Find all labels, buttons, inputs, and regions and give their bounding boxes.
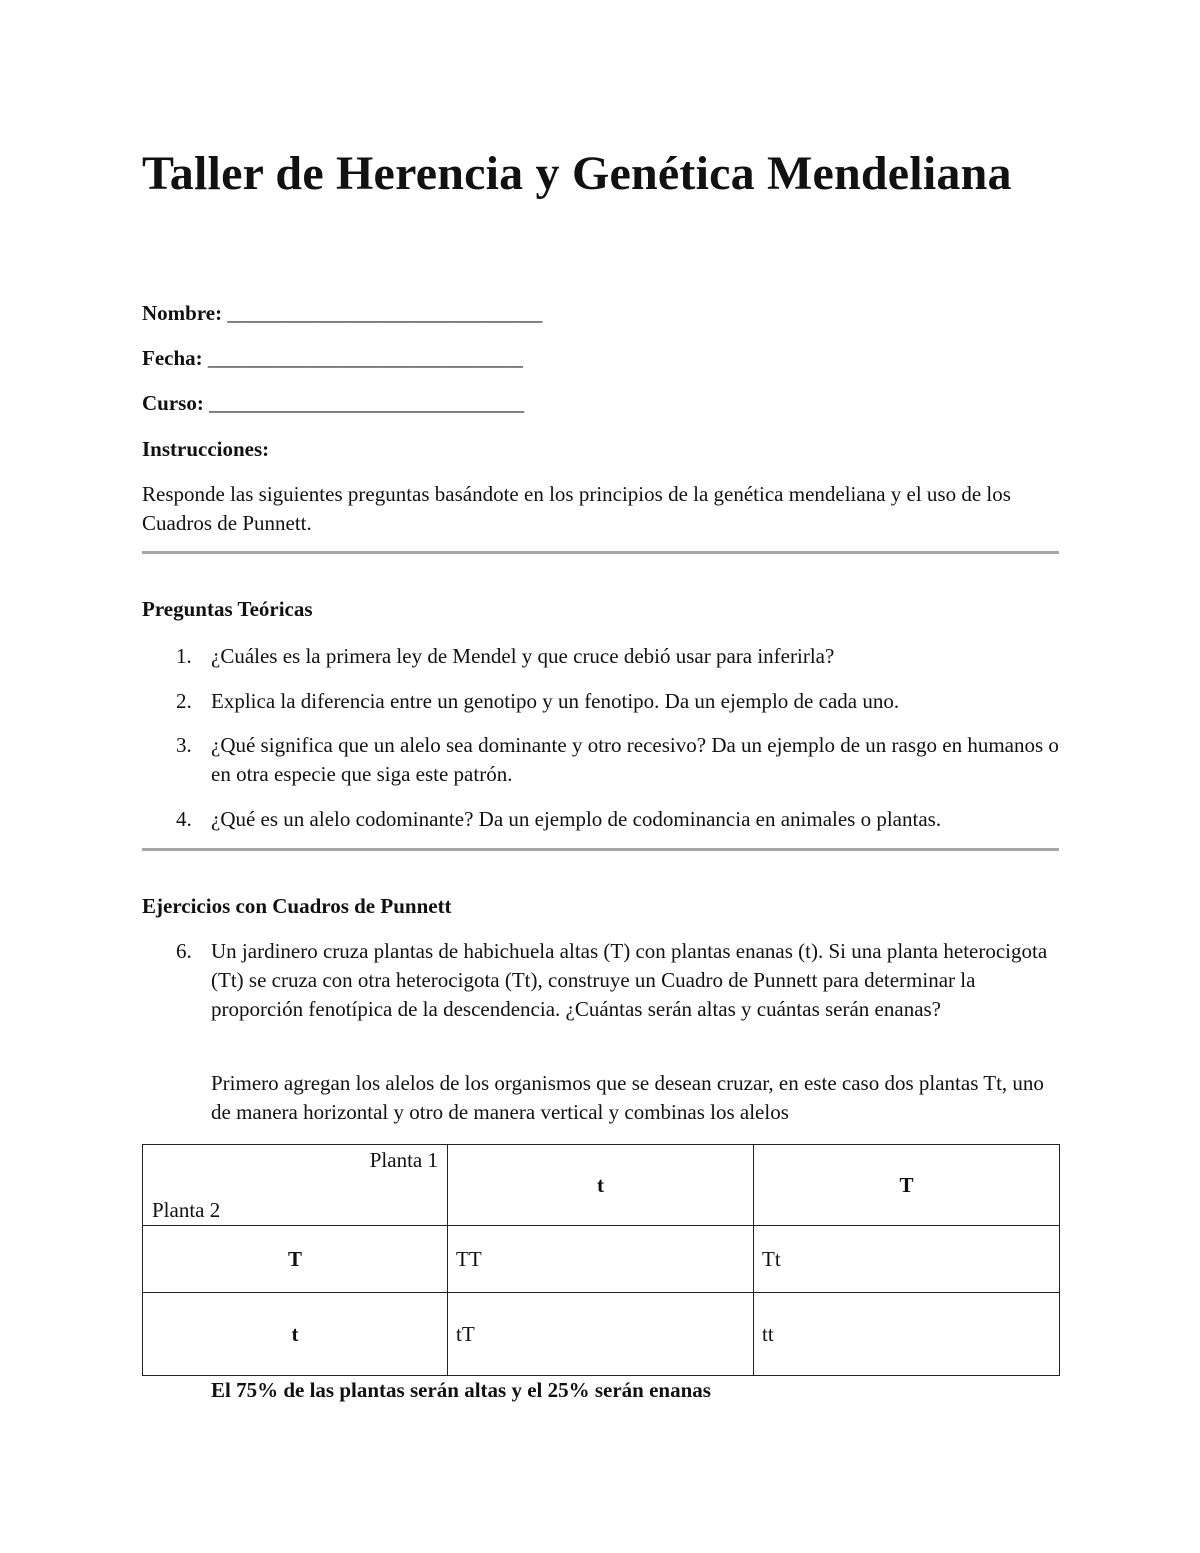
punnett-row-header: T — [143, 1226, 448, 1293]
punnett-square — [142, 1144, 1060, 1376]
date-blank: ______________________________ — [207, 346, 523, 370]
document-title: Taller de Herencia y Genética Mendeliana — [142, 147, 1012, 200]
punnett-cell: tT — [448, 1293, 754, 1376]
name-field — [142, 299, 542, 328]
course-blank: ______________________________ — [209, 391, 525, 415]
question-number: 6. — [176, 939, 192, 963]
plant-2-label: Planta 2 — [152, 1198, 221, 1222]
punnett-cell: tt — [754, 1293, 1060, 1376]
course-label: Curso: — [142, 391, 204, 415]
punnett-row — [143, 1226, 1060, 1293]
question-6 — [142, 937, 1062, 1024]
section-divider — [142, 848, 1059, 851]
explanation-text: Primero agregan los alelos de los organismos que se desean cruzar, en este caso dos plantas Tt, uno de manera horizontal y otro de manera vertical y combinas los alelos — [211, 1071, 1044, 1124]
plant-1-label: Planta 1 — [369, 1148, 438, 1172]
date-field — [142, 344, 523, 373]
name-blank: ______________________________ — [227, 301, 543, 325]
punnett-row-header: t — [143, 1293, 448, 1376]
question-number: 1. — [176, 644, 192, 668]
question-2 — [142, 687, 1062, 716]
punnett-cell: TT — [448, 1226, 754, 1293]
name-label: Nombre: — [142, 301, 223, 325]
course-field — [142, 389, 524, 418]
question-1 — [142, 642, 1062, 671]
punnett-heading: Ejercicios con Cuadros de Punnett — [142, 894, 452, 918]
punnett-header-row — [143, 1145, 1060, 1226]
date-label: Fecha: — [142, 346, 203, 370]
conclusion-text: El 75% de las plantas serán altas y el 25% serán enanas — [211, 1378, 711, 1402]
question-3 — [142, 731, 1062, 789]
question-number: 2. — [176, 689, 192, 713]
section-divider — [142, 551, 1059, 554]
punnett-cell: Tt — [754, 1226, 1060, 1293]
theory-heading: Preguntas Teóricas — [142, 597, 313, 621]
instructions-text: Responde las siguientes preguntas basándote en los principios de la genética mendeliana y el uso de los Cuadros de Punnett. — [142, 482, 1011, 535]
question-4 — [142, 805, 1062, 834]
question-text: Un jardinero cruza plantas de habichuela altas (T) con plantas enanas (t). Si una planta heterocigota (Tt) se cruza con otra heterocigota (Tt), construye un Cuadro de Punnett para determinar la proporción fenotípica de la descendencia. ¿Cuántas serán altas y cuántas serán enanas? — [211, 939, 1048, 1021]
question-text: ¿Qué significa que un alelo sea dominante y otro recesivo? Da un ejemplo de un rasgo en humanos o en otra especie que siga este patrón. — [211, 733, 1059, 786]
punnett-col-header: t — [448, 1145, 754, 1226]
question-text: ¿Qué es un alelo codominante? Da un ejemplo de codominancia en animales o plantas. — [211, 807, 942, 831]
question-text: Explica la diferencia entre un genotipo y un fenotipo. Da un ejemplo de cada uno. — [211, 689, 900, 713]
question-number: 4. — [176, 807, 192, 831]
question-text: ¿Cuáles es la primera ley de Mendel y que cruce debió usar para inferirla? — [211, 644, 835, 668]
instructions-heading: Instrucciones: — [142, 437, 270, 461]
question-number: 3. — [176, 733, 192, 757]
punnett-col-header: T — [754, 1145, 1060, 1226]
punnett-corner-cell — [143, 1145, 448, 1226]
punnett-row — [143, 1293, 1060, 1376]
